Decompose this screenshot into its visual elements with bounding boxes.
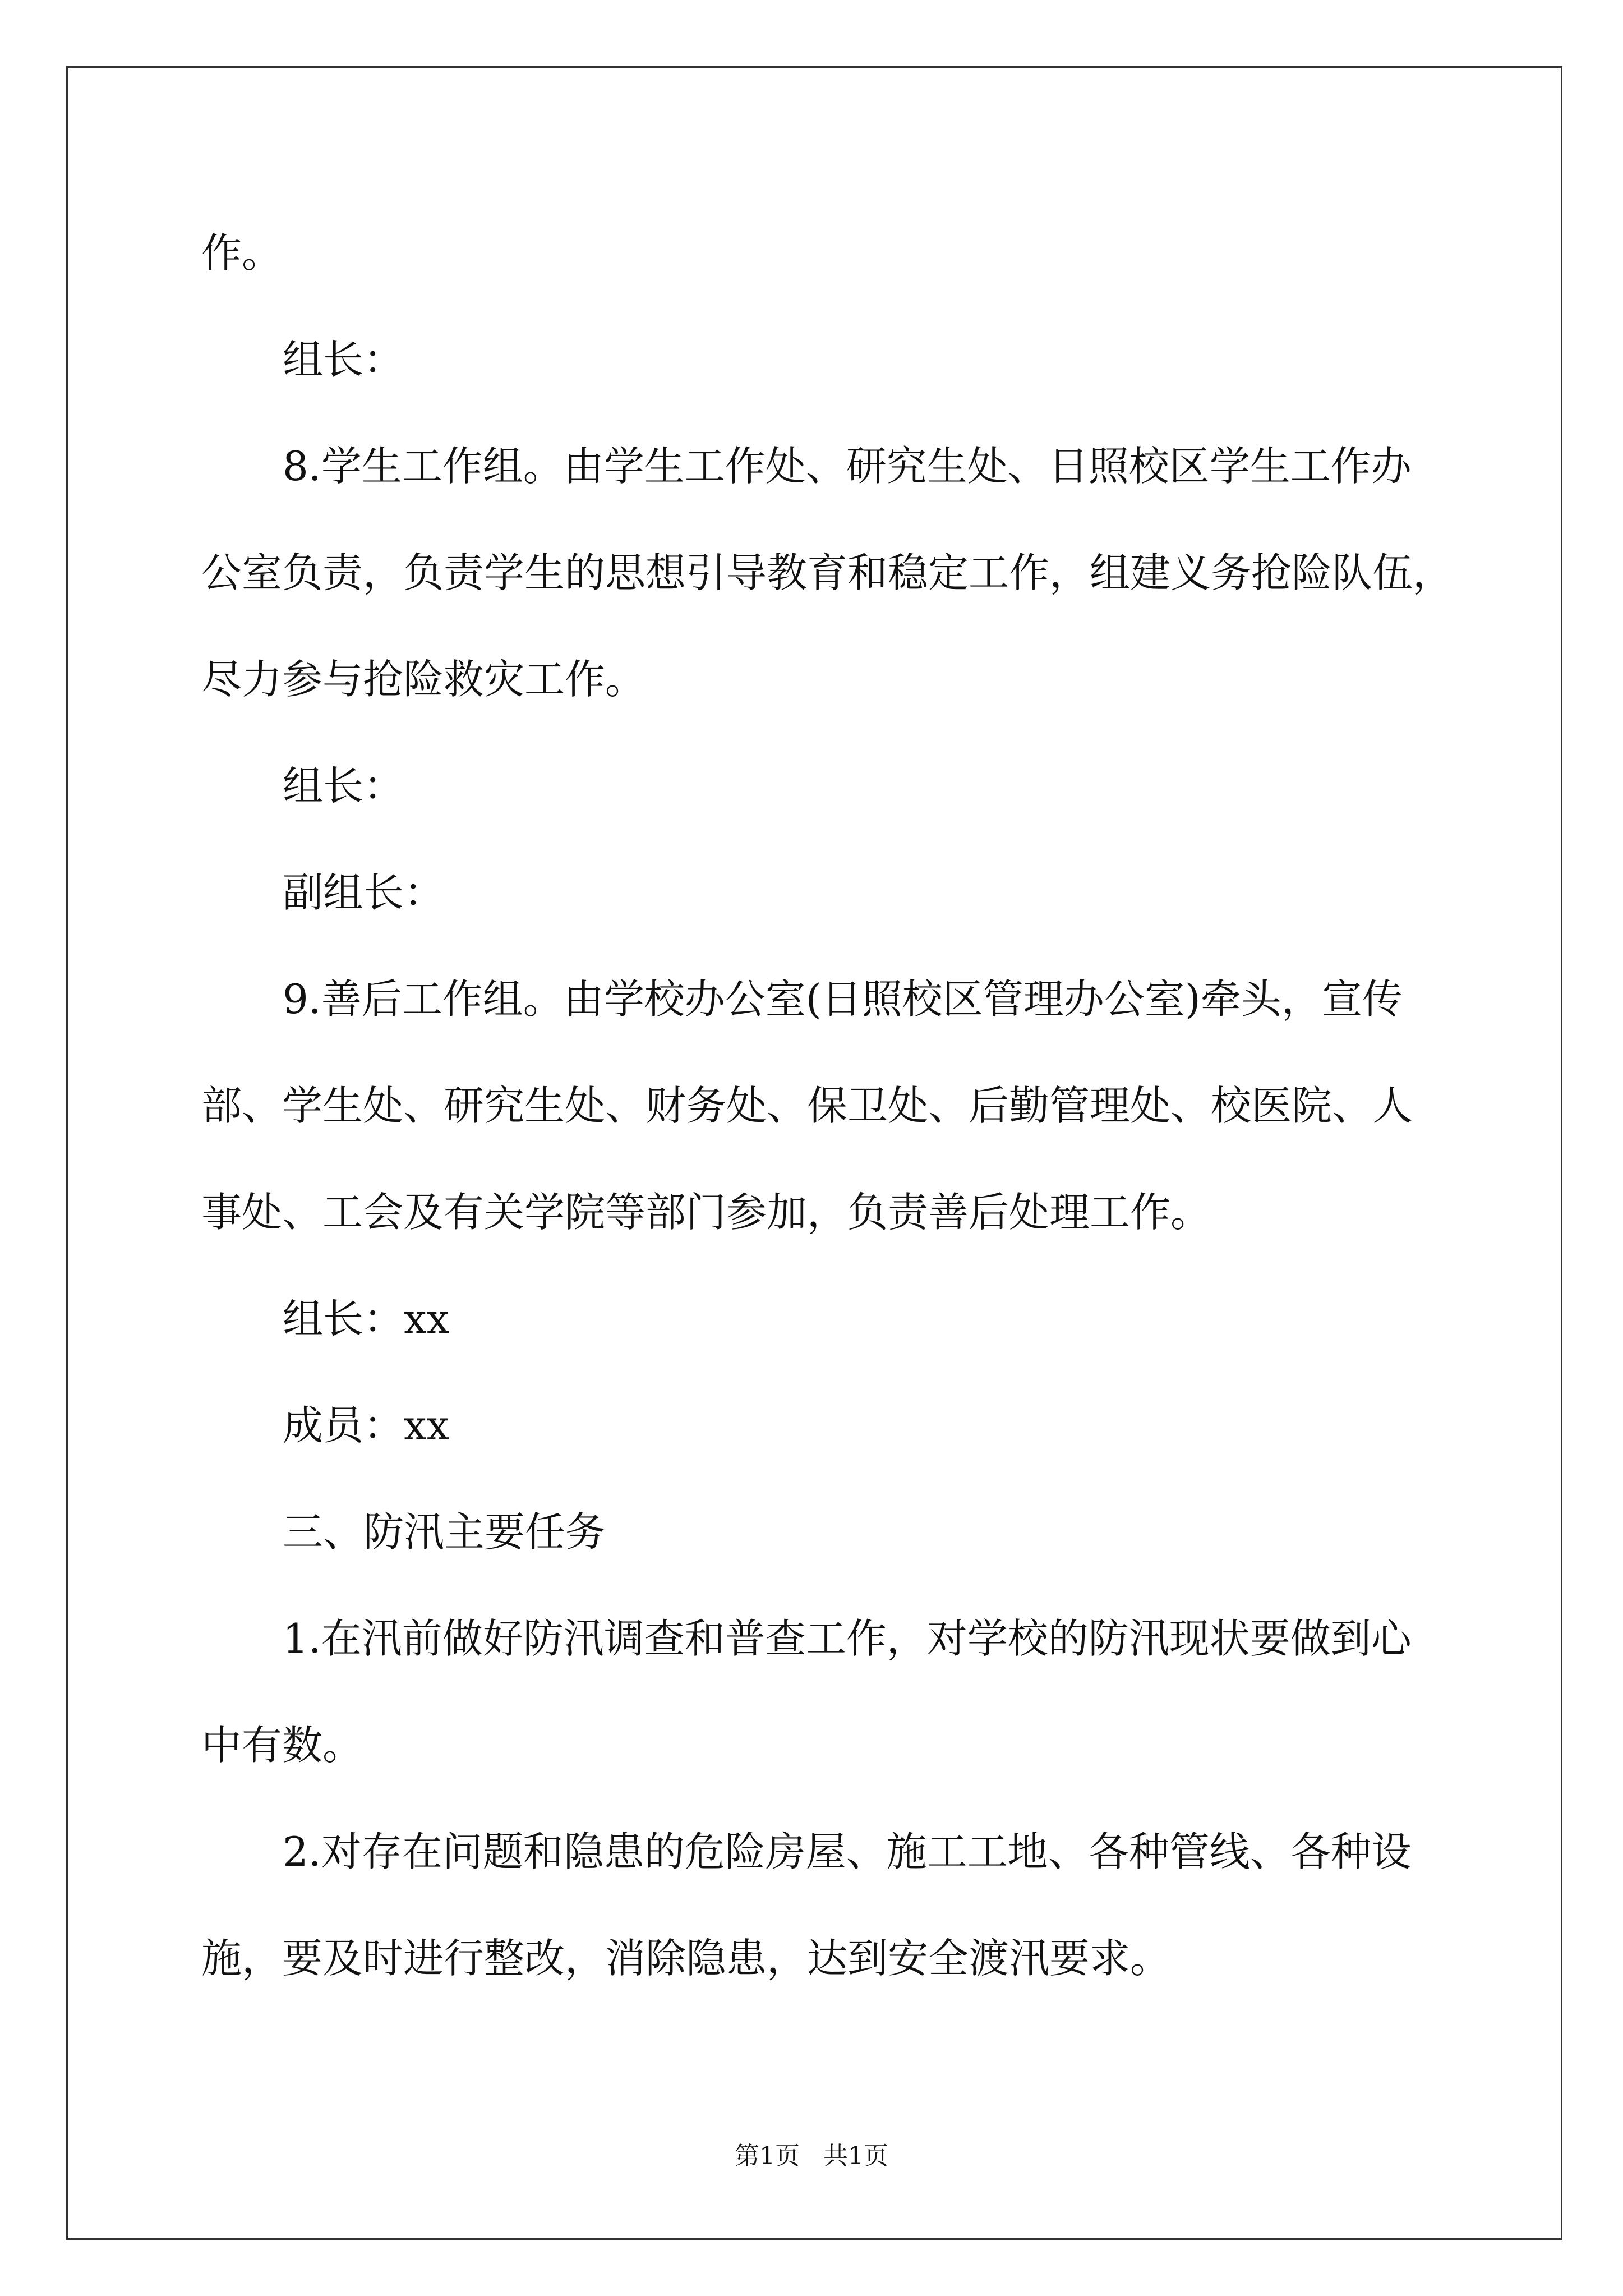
text-line: 1.在汛前做好防汛调查和普查工作，对学校的防汛现状要做到心 (283, 1615, 1412, 1662)
document-body (201, 200, 1508, 2012)
text-line: 副组长： (283, 869, 445, 916)
paragraph-members (201, 1372, 1508, 1479)
paragraph-deputy-leader (201, 839, 1508, 946)
text-line: 8.学生工作组。由学生工作处、研究生处、日照校区学生工作办 (283, 443, 1412, 490)
text-line: 作。 (201, 229, 283, 277)
paragraph-student-work-group (201, 413, 1508, 733)
text-line: 施，要及时进行整改，消除隐患，达到安全渡汛要求。 (201, 1935, 1171, 1982)
text-line: 组长： (283, 336, 404, 383)
text-line: 事处、工会及有关学院等部门参加，负责善后处理工作。 (201, 1189, 1211, 1236)
paragraph-group-leader (201, 1266, 1508, 1372)
paragraph-aftermath-group (201, 946, 1508, 1266)
text-line: 成员：xx (283, 1402, 450, 1449)
text-line: 部、学生处、研究生处、财务处、保卫处、后勤管理处、校医院、人 (201, 1082, 1413, 1129)
section-heading-text: 三、防汛主要任务 (283, 1508, 606, 1556)
paragraph-task-1 (201, 1585, 1508, 1798)
text-line: 公室负责，负责学生的思想引导教育和稳定工作，组建义务抢险队伍， (201, 549, 1454, 596)
paragraph-group-leader (201, 733, 1508, 839)
text-line: 尽力参与抢险救灾工作。 (201, 656, 646, 703)
text-line: 中有数。 (201, 1722, 363, 1769)
text-line: 组长：xx (283, 1295, 450, 1342)
paragraph-group-leader (201, 306, 1508, 413)
paragraph-task-2 (201, 1798, 1508, 2012)
section-heading (201, 1479, 1508, 1585)
text-line: 2.对存在问题和隐患的危险房屋、施工工地、各种管线、各种设 (283, 1828, 1412, 1875)
text-line: 9.善后工作组。由学校办公室(日照校区管理办公室)牵头，宣传 (283, 976, 1403, 1023)
paragraph (201, 200, 1508, 306)
page-number-footer: 第1页 共1页 (735, 2142, 888, 2170)
text-line: 组长： (283, 762, 404, 809)
